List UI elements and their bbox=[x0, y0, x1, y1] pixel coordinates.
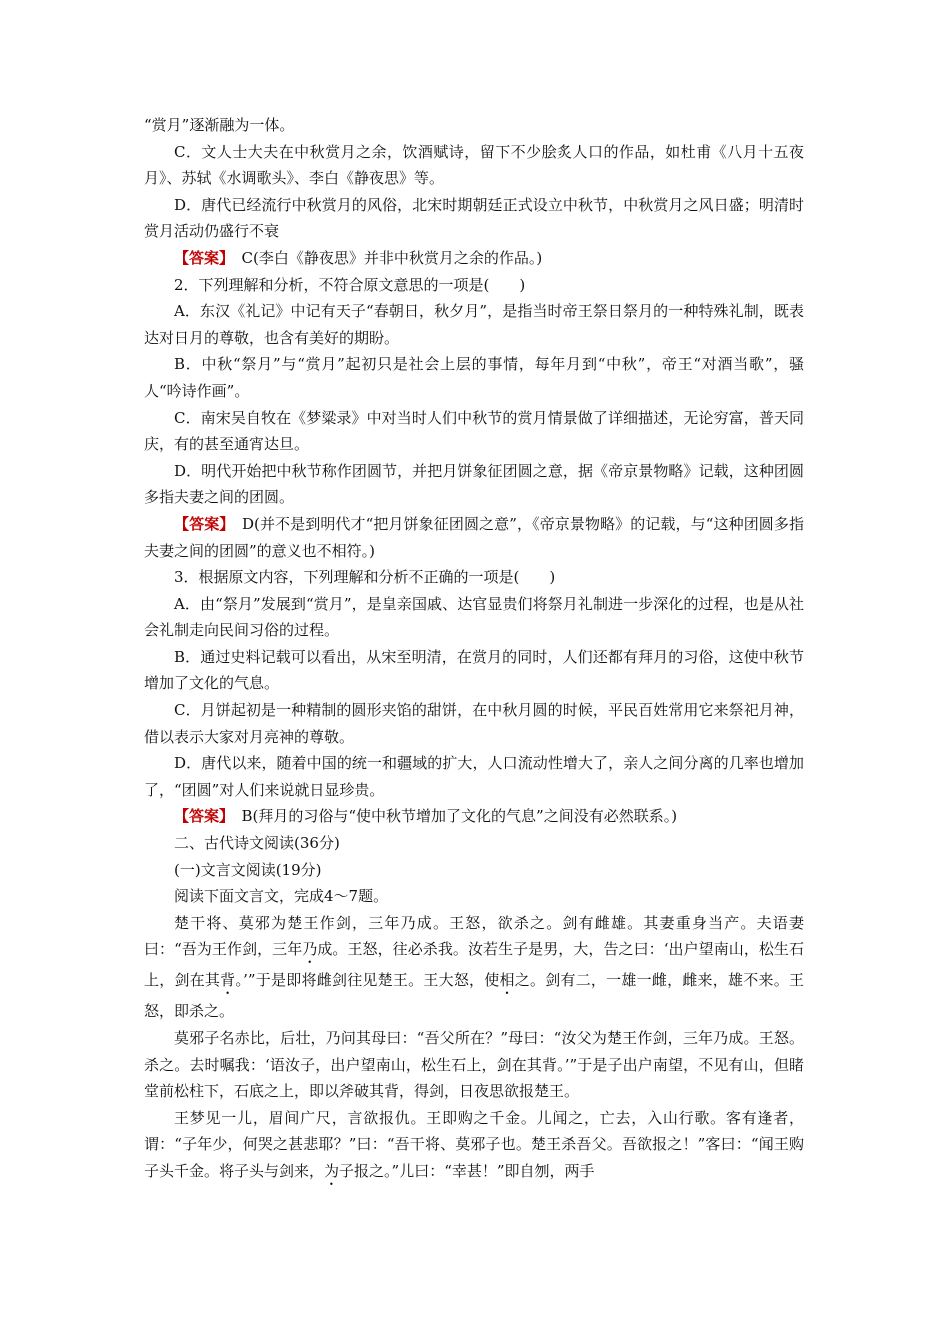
passage-text: 子报之。”儿曰：“幸甚！”即自刎，两手 bbox=[339, 1161, 595, 1180]
emphasis-char: 为 bbox=[324, 1161, 340, 1180]
emphasis-char: 相 bbox=[499, 971, 515, 990]
passage-text: 成。王怒，往必杀我。汝若生子是男，大，告之曰：‘出户望南山，松生石上，剑在其 bbox=[144, 940, 804, 990]
option-2c: C．南宋吴自牧在《梦粱录》中对当时人们中秋节的赏月情景做了详细描述，无论穷富，普天同庆，有的甚至通宵达旦。 bbox=[144, 408, 804, 454]
answer-3 bbox=[144, 803, 804, 830]
question-3: 3．根据原文内容，下列理解和分析不正确的一项是( ) bbox=[174, 568, 556, 587]
option-3d: D．唐代以来，随着中国的统一和疆域的扩大，人口流动性增大了，亲人之间分离的几率也增加了，“团圆”对人们来说就日显珍贵。 bbox=[144, 754, 804, 799]
passage-text: 王梦见一儿，眉间广尺，言欲报仇。王即购之千金。儿闻之，亡去，入山行歌。客有逢者，谓：“子年少，何哭之甚悲耶？”曰：“吾干将、莫邪子也。楚王杀吾父。吾欲报之！”客曰：“闻王购子头千金。将子头与剑来， bbox=[144, 1108, 804, 1180]
passage-text: 之。剑有二，一雄一雌，雌来，雄不来。王怒，即杀之。 bbox=[144, 971, 804, 1021]
option-2a: A．东汉《礼记》中记有天子“春朝日，秋夕月”，是指当时帝王祭日祭月的一种特殊礼制，既表达对日月的尊敬，也含有美好的期盼。 bbox=[144, 302, 804, 347]
answer-label: 【答案】 bbox=[174, 248, 227, 267]
answer-text: D(并不是到明代才“把月饼象征团圆之意”，《帝京景物略》的记载，与“这种团圆多指夫妻之间的团圆”的意义也不相符。) bbox=[144, 514, 804, 560]
text-line: “赏月”逐渐融为一体。 bbox=[144, 116, 295, 134]
passage-paragraph-2: 莫邪子名赤比，后壮，乃问其母曰：“吾父所在？”母曰：“汝父为楚王作剑，三年乃成。王怒。杀之。去时嘱我：‘语汝子，出户望南山，松生石上，剑在其背。’”于是子出户南望，不见有山，但睹堂前松柱下，石底之上，即以斧破其背，得剑，日夜思欲报楚王。 bbox=[144, 1029, 804, 1101]
answer-1 bbox=[144, 245, 804, 272]
passage-text: 。’”于是即将雌剑往见楚王。王大怒，使 bbox=[235, 971, 500, 990]
answer-text: C(李白《静夜思》并非中秋赏月之余的作品。) bbox=[226, 248, 543, 267]
option-3c: C．月饼起初是一种精制的圆形夹馅的甜饼，在中秋月圆的时候，平民百姓常用它来祭祀月神，借以表示大家对月亮神的尊敬。 bbox=[144, 701, 804, 746]
question-2: 2．下列理解和分析，不符合原文意思的一项是( ) bbox=[174, 275, 526, 294]
emphasis-char: 背 bbox=[220, 971, 236, 990]
subsection-heading: (一)文言文阅读(19分) bbox=[174, 860, 322, 879]
option-1c: C．文人士大夫在中秋赏月之余，饮酒赋诗，留下不少脍炙人口的作品，如杜甫《八月十五夜月》、苏轼《水调歌头》、李白《静夜思》等。 bbox=[144, 142, 804, 188]
passage-paragraph-3 bbox=[144, 1105, 804, 1189]
emphasis-char: 乃 bbox=[302, 940, 318, 959]
passage-text: 楚干将、莫邪为楚王作剑，三年乃成。王怒，欲杀之。剑有雌雄。其妻重身当产。夫语妻曰：“吾为王作剑，三年 bbox=[144, 913, 804, 959]
section-heading: 二、古代诗文阅读(36分) bbox=[174, 834, 340, 853]
answer-label: 【答案】 bbox=[174, 807, 227, 826]
document-page bbox=[144, 112, 804, 1189]
option-1d: D．唐代已经流行中秋赏月的风俗，北宋时期朝廷正式设立中秋节，中秋赏月之风日盛；明清时赏月活动仍盛行不衰 bbox=[144, 195, 804, 241]
option-2d: D．明代开始把中秋节称作团圆节，并把月饼象征团圆之意，据《帝京景物略》记载，这种团圆多指夫妻之间的团圆。 bbox=[144, 461, 804, 507]
instruction: 阅读下面文言文，完成4～7题。 bbox=[174, 887, 389, 906]
option-3b: B．通过史料记载可以看出，从宋至明清，在赏月的同时，人们还都有拜月的习俗，这使中秋节增加了文化的气息。 bbox=[144, 647, 804, 693]
option-3a: A．由“祭月”发展到“赏月”，是皇亲国戚、达官显贵们将祭月礼制进一步深化的过程，也是从社会礼制走向民间习俗的过程。 bbox=[144, 594, 804, 640]
answer-label: 【答案】 bbox=[174, 514, 227, 533]
answer-text: B(拜月的习俗与“使中秋节增加了文化的气息”之间没有必然联系。) bbox=[226, 807, 678, 826]
option-2b: B．中秋“祭月”与“赏月”起初只是社会上层的事情，每年月到“中秋”，帝王“对酒当歌”，骚人“吟诗作画”。 bbox=[144, 355, 804, 400]
passage-paragraph-1 bbox=[144, 910, 804, 1025]
answer-2 bbox=[144, 511, 804, 564]
